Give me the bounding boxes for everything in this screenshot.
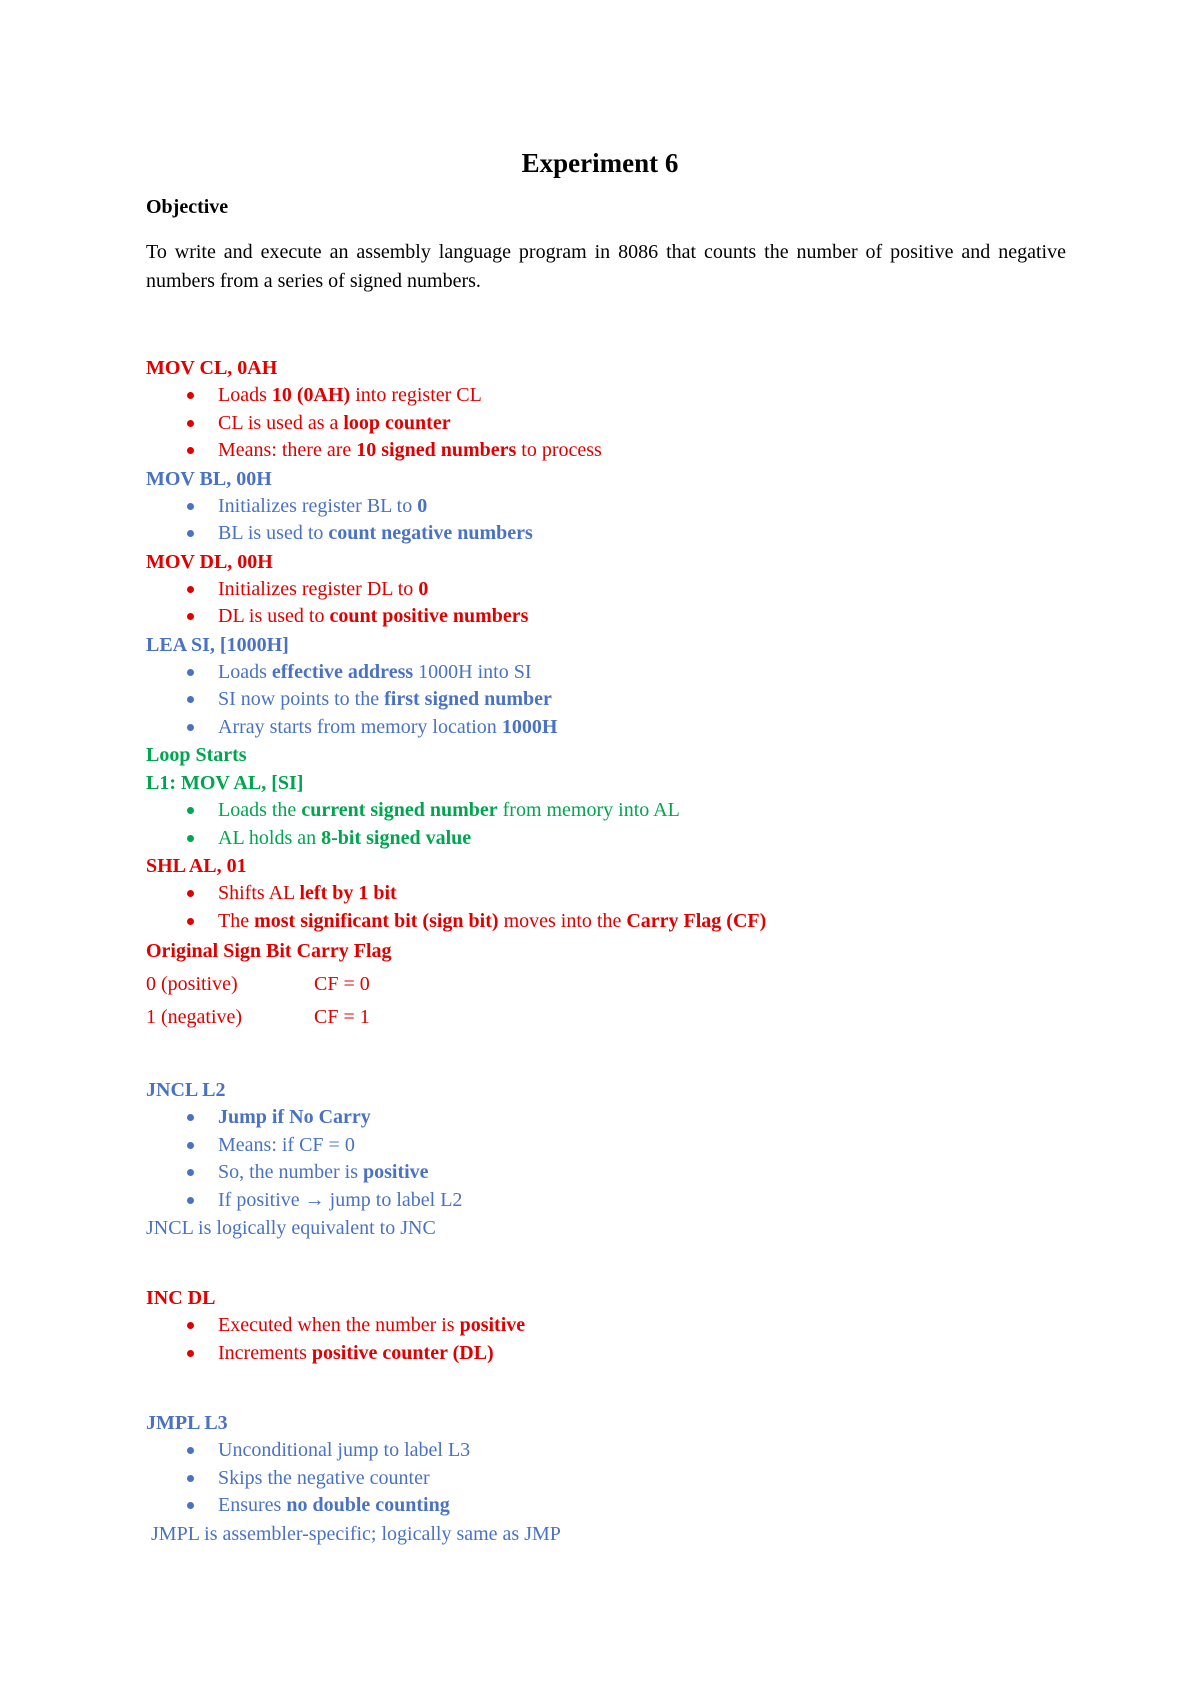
bullet-icon — [187, 530, 194, 537]
list-item: Array starts from memory location 1000H — [146, 714, 1066, 742]
list-item: BL is used to count negative numbers — [146, 520, 1066, 548]
section-mov-dl — [146, 548, 1066, 631]
section-mov-cl — [146, 354, 1066, 465]
carry-flag-table — [146, 935, 1066, 1034]
list-item: Skips the negative counter — [146, 1465, 1066, 1493]
bullet-icon — [187, 1502, 194, 1509]
section-title: JMPL L3 — [146, 1412, 228, 1434]
note-text: JMPL is assembler-specific; logically same as JMP — [146, 1522, 561, 1545]
list-item: Means: if CF = 0 — [146, 1132, 1066, 1160]
list-item: CL is used as a loop counter — [146, 410, 1066, 438]
list-item: Initializes register DL to 0 — [146, 576, 1066, 604]
bullet-icon — [187, 1475, 194, 1482]
bullet-icon — [187, 613, 194, 620]
table-cell: CF = 0 — [314, 973, 370, 995]
section-loop — [146, 741, 1066, 852]
objective-text: To write and execute an assembly language program in 8086 that counts the number of positive and negative numbers from a series of signed numbers. — [146, 241, 1066, 292]
table-row — [146, 968, 1066, 1001]
section-title: Loop Starts — [146, 744, 247, 766]
list-item: Loads the current signed number from memory into AL — [146, 797, 1066, 825]
bullet-icon — [187, 503, 194, 510]
bullet-icon — [187, 392, 194, 399]
bullet-icon — [187, 918, 194, 925]
section-title: MOV DL, 00H — [146, 550, 273, 573]
bullet-icon — [187, 807, 194, 814]
section-title: LEA SI, [1000H] — [146, 633, 289, 656]
list-item: Loads effective address 1000H into SI — [146, 659, 1066, 687]
list-item: Unconditional jump to label L3 — [146, 1437, 1066, 1465]
list-item: Initializes register BL to 0 — [146, 493, 1066, 521]
list-item: Loads 10 (0AH) into register CL — [146, 382, 1066, 410]
section-title: L1: MOV AL, [SI] — [146, 772, 304, 794]
section-title: SHL AL, 01 — [146, 855, 247, 877]
bullet-icon — [187, 835, 194, 842]
table-cell: CF = 1 — [314, 1006, 370, 1028]
section-title: INC DL — [146, 1287, 216, 1309]
table-cell: 1 (negative) — [146, 1006, 243, 1028]
section-jncl — [146, 1076, 1066, 1242]
note-text: JNCL is logically equivalent to JNC — [146, 1217, 436, 1239]
bullet-icon — [187, 1197, 194, 1204]
bullet-icon — [187, 669, 194, 676]
list-item: Jump if No Carry — [146, 1104, 1066, 1132]
bullet-icon — [187, 1322, 194, 1329]
list-item: If positive → jump to label L2 — [146, 1187, 1066, 1215]
list-item: The most significant bit (sign bit) moves into the Carry Flag (CF) — [146, 908, 1066, 936]
section-mov-bl — [146, 465, 1066, 548]
section-jmpl — [146, 1409, 1066, 1548]
list-item: Executed when the number is positive — [146, 1312, 1066, 1340]
bullet-icon — [187, 1142, 194, 1149]
list-item: SI now points to the first signed number — [146, 686, 1066, 714]
table-header: Original Sign Bit Carry Flag — [146, 940, 392, 962]
bullet-icon — [187, 1447, 194, 1454]
section-title: MOV BL, 00H — [146, 467, 272, 490]
section-shl — [146, 852, 1066, 935]
section-lea-si — [146, 631, 1066, 742]
objective-heading: Objective — [146, 196, 229, 218]
bullet-icon — [187, 1169, 194, 1176]
section-title: JNCL L2 — [146, 1079, 226, 1101]
bullet-icon — [187, 696, 194, 703]
list-item: Ensures no double counting — [146, 1492, 1066, 1520]
list-item: Shifts AL left by 1 bit — [146, 880, 1066, 908]
section-inc-dl — [146, 1284, 1066, 1367]
bullet-icon — [187, 1114, 194, 1121]
bullet-icon — [187, 1350, 194, 1357]
table-row — [146, 1001, 1066, 1034]
bullet-icon — [187, 447, 194, 454]
table-cell: 0 (positive) — [146, 973, 238, 995]
page-title: Experiment 6 — [521, 148, 679, 178]
list-item: Means: there are 10 signed numbers to process — [146, 437, 1066, 465]
bullet-icon — [187, 724, 194, 731]
list-item: Increments positive counter (DL) — [146, 1340, 1066, 1368]
bullet-icon — [187, 890, 194, 897]
section-title: MOV CL, 0AH — [146, 357, 278, 379]
bullet-icon — [187, 586, 194, 593]
bullet-icon — [187, 420, 194, 427]
instruction-notes — [146, 354, 1066, 1548]
list-item: DL is used to count positive numbers — [146, 603, 1066, 631]
list-item: So, the number is positive — [146, 1159, 1066, 1187]
list-item: AL holds an 8-bit signed value — [146, 825, 1066, 853]
